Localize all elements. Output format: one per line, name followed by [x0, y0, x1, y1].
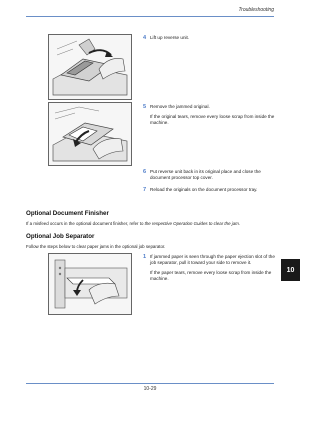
- step-4: [143, 35, 278, 45]
- step-number: 1: [143, 253, 147, 260]
- step-7: [143, 187, 278, 201]
- section-heading-job-separator: Optional Job Separator: [26, 233, 95, 240]
- step-note: If the paper tears, remove every loose scrap from inside the machine.: [150, 270, 272, 282]
- step-text: Lift up reverse unit.: [150, 35, 190, 40]
- step-note: If the original tears, remove every loose scrap from inside the machine.: [150, 114, 275, 126]
- illustration-remove-jammed-original: [48, 102, 132, 166]
- chapter-tab: 10: [281, 259, 300, 281]
- step-number: 5: [143, 103, 147, 110]
- step-number: 7: [143, 186, 147, 193]
- illustration-job-separator: [48, 253, 132, 315]
- reverse-unit-illustration: [49, 35, 131, 99]
- body-text: If a misfeed occurs in the optional document finisher, refer to: [26, 221, 145, 226]
- section-body-document-finisher: [26, 221, 276, 227]
- step-number: 6: [143, 168, 147, 175]
- step-1-job-separator: [143, 254, 278, 310]
- footer-divider: [26, 383, 274, 384]
- header-divider: [26, 16, 274, 17]
- step-text: Remove the jammed original.: [150, 104, 210, 109]
- body-text-end: .: [238, 221, 241, 226]
- reference-text: the respective Operation Guides to clear the jam: [144, 221, 239, 226]
- jammed-original-illustration: [49, 103, 131, 165]
- step-text: Put reverse unit back in its original place and close the document processor top cover.: [150, 169, 261, 181]
- illustration-lift-reverse-unit: [48, 34, 132, 100]
- step-text: If jammed paper is seen through the paper ejection slot of the job separator, pull it toward your side to remove it.: [150, 254, 275, 266]
- section-body-job-separator: Follow the steps below to clear paper jams in the optional job separator.: [26, 244, 166, 249]
- section-heading-document-finisher: Optional Document Finisher: [26, 210, 109, 217]
- page-number: 10-29: [143, 386, 157, 392]
- running-header: Troubleshooting: [238, 7, 274, 13]
- job-separator-illustration: [49, 254, 131, 314]
- step-5: [143, 104, 278, 134]
- step-6: [143, 169, 278, 183]
- step-text: Reload the originals on the document processor tray.: [150, 187, 258, 192]
- step-number: 4: [143, 34, 147, 41]
